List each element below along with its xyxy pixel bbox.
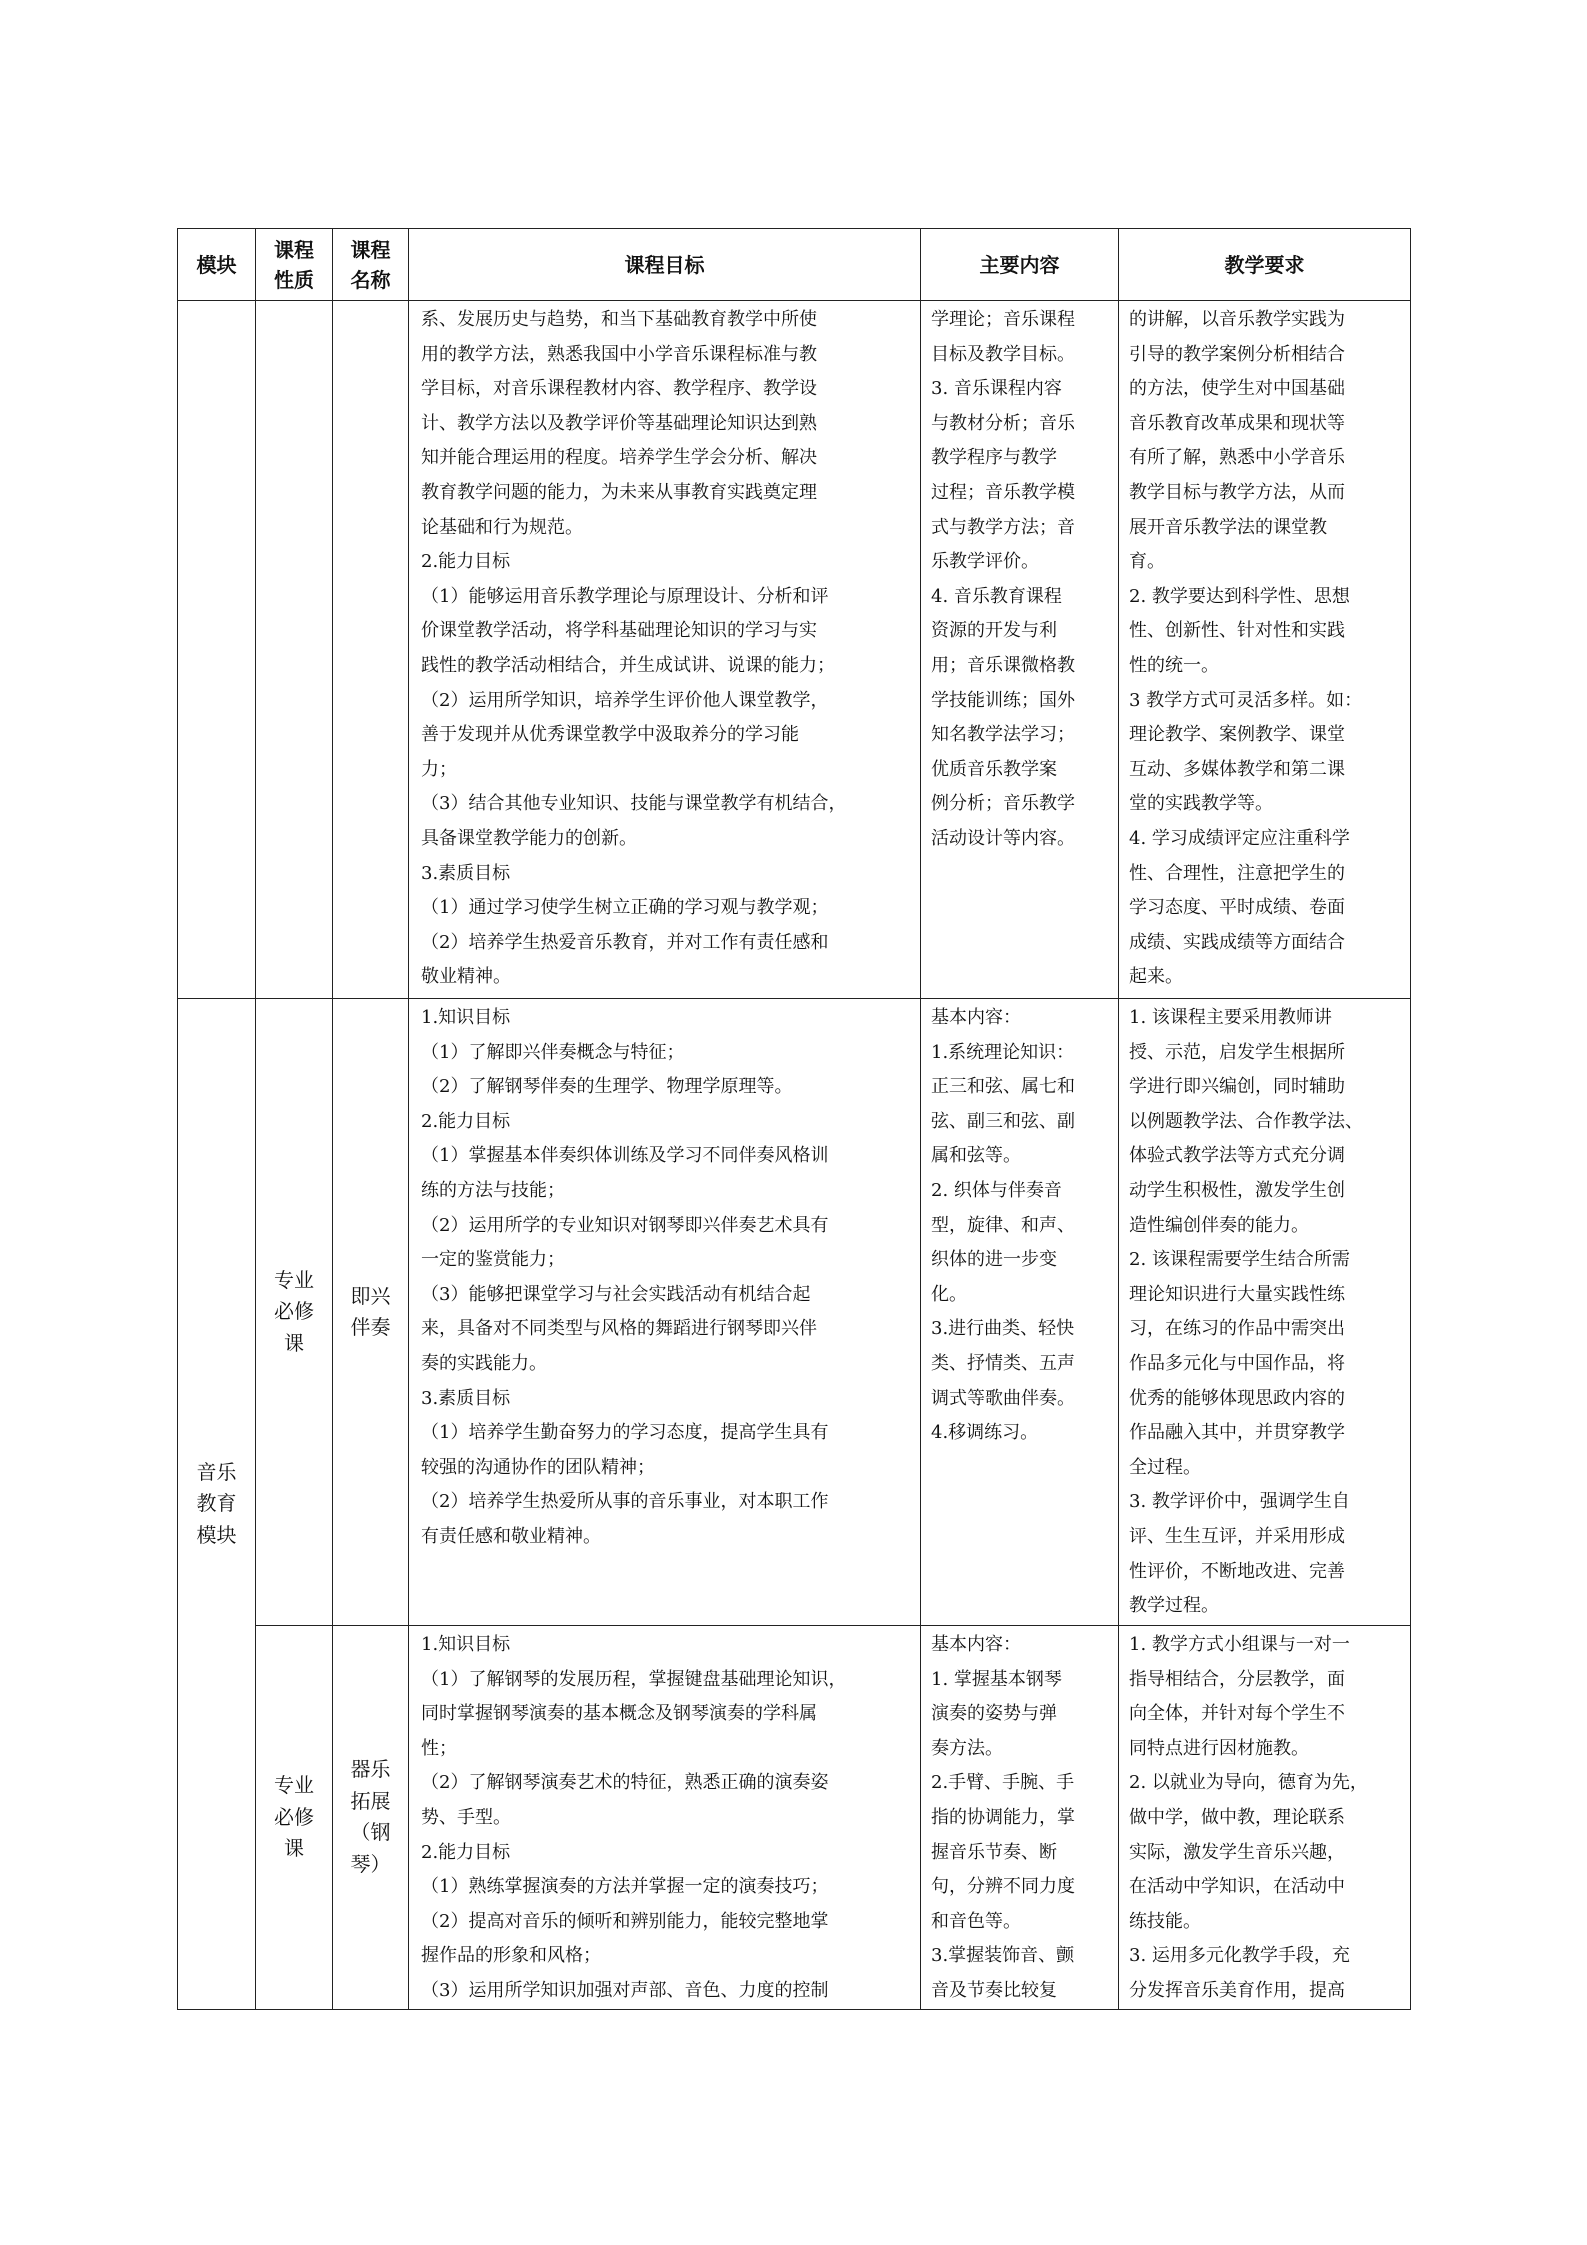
text-line: 知并能合理运用的程度。培养学生学会分析、解决 xyxy=(421,447,817,469)
text-line: 来，具备对不同类型与风格的舞蹈进行钢琴即兴伴 xyxy=(421,1318,817,1340)
requirement-cell xyxy=(1119,999,1411,1626)
text-line: 动学生积极性，激发学生创 xyxy=(1129,1179,1345,1201)
text-line: 2.能力目标 xyxy=(421,1110,511,1132)
course-name-cell xyxy=(333,301,409,999)
text-line: 学习态度、平时成绩、卷面 xyxy=(1129,897,1345,919)
text-line: 化。 xyxy=(931,1283,967,1305)
content-cell xyxy=(921,301,1119,999)
text-line: 演奏的姿势与弹 xyxy=(931,1703,1057,1725)
module-cell xyxy=(178,301,256,999)
text-line: （3）结合其他专业知识、技能与课堂教学有机结合， xyxy=(421,793,847,815)
text-line: （1）培养学生勤奋努力的学习态度，提高学生具有 xyxy=(421,1422,829,1444)
text-line: 指的协调能力，掌 xyxy=(931,1806,1075,1828)
text-line: 造性编创伴奏的能力。 xyxy=(1129,1214,1309,1236)
header-course-objective: 课程目标 xyxy=(409,229,921,301)
text-line: 同特点进行因材施教。 xyxy=(1129,1737,1309,1759)
text-line: 指导相结合，分层教学，面 xyxy=(1129,1668,1345,1690)
text-line: 计、教学方法以及教学评价等基础理论知识达到熟 xyxy=(421,412,817,434)
text-line: 作品融入其中，并贯穿教学 xyxy=(1129,1422,1345,1444)
text-line: （2）运用所学知识，培养学生评价他人课堂教学， xyxy=(421,689,829,711)
text-line: 理论教学、案例教学、课堂 xyxy=(1129,724,1345,746)
text-line: 的讲解，以音乐教学实践为 xyxy=(1129,309,1345,330)
text-line: 一定的鉴赏能力； xyxy=(421,1249,565,1271)
text-line: 2.手臂、手腕、手 xyxy=(931,1772,1075,1794)
course-name-cell: 即兴 伴奏 xyxy=(333,999,409,1626)
text-line: 教学过程。 xyxy=(1129,1595,1219,1617)
requirement-cell xyxy=(1119,1626,1411,2010)
text-line: 活动设计等内容。 xyxy=(931,827,1075,849)
table-row xyxy=(178,999,1411,1626)
text-line: 学目标，对音乐课程教材内容、教学程序、教学设 xyxy=(421,378,817,400)
text-line: 授、示范，启发学生根据所 xyxy=(1129,1041,1345,1063)
text-line: 练技能。 xyxy=(1129,1910,1201,1932)
text-line: 堂的实践教学等。 xyxy=(1129,793,1273,815)
text-line: 2.能力目标 xyxy=(421,1841,511,1863)
text-line: 2. 该课程需要学生结合所需 xyxy=(1129,1249,1350,1271)
text-line: 用；音乐课微格教 xyxy=(931,654,1075,676)
text-line: 1. 掌握基本钢琴 xyxy=(931,1668,1062,1690)
objective-cell xyxy=(409,1626,921,2010)
text-line: 弦、副三和弦、副 xyxy=(931,1110,1075,1132)
header-module: 模块 xyxy=(178,229,256,301)
text-line: 教学目标与教学方法，从而 xyxy=(1129,481,1345,503)
text-line: 织体的进一步变 xyxy=(931,1249,1057,1271)
text-line: 奏方法。 xyxy=(931,1737,1003,1759)
text-line: 优秀的能够体现思政内容的 xyxy=(1129,1387,1345,1409)
requirement-cell xyxy=(1119,301,1411,999)
text-line: 握作品的形象和风格； xyxy=(421,1945,601,1967)
text-line: 实际，激发学生音乐兴趣， xyxy=(1129,1841,1345,1863)
module-cell: 音乐 教育 模块 xyxy=(178,999,256,2010)
text-line: 教育教学问题的能力，为未来从事教育实践奠定理 xyxy=(421,481,817,503)
text-line: 性的统一。 xyxy=(1129,654,1219,676)
text-line: 优质音乐教学案 xyxy=(931,758,1057,780)
text-line: 1. 该课程主要采用教师讲 xyxy=(1129,1007,1332,1028)
course-nature-cell: 专业 必修 课 xyxy=(256,999,333,1626)
text-line: 4. 学习成绩评定应注重科学 xyxy=(1129,827,1350,849)
text-line: 例分析；音乐教学 xyxy=(931,793,1075,815)
text-line: 正三和弦、属七和 xyxy=(931,1076,1075,1098)
text-line: 句，分辨不同力度 xyxy=(931,1876,1075,1898)
text-line: 性、创新性、针对性和实践 xyxy=(1129,620,1345,642)
text-line: （1）了解钢琴的发展历程，掌握键盘基础理论知识， xyxy=(421,1668,847,1690)
text-line: 做中学，做中教，理论联系 xyxy=(1129,1806,1345,1828)
text-line: 2. 以就业为导向，德育为先， xyxy=(1129,1772,1368,1794)
text-line: 4.移调练习。 xyxy=(931,1422,1039,1444)
text-line: 资源的开发与利 xyxy=(931,620,1057,642)
text-line: 3.进行曲类、轻快 xyxy=(931,1318,1075,1340)
text-line: （2）提高对音乐的倾听和辨别能力，能较完整地掌 xyxy=(421,1910,829,1932)
text-line: 向全体，并针对每个学生不 xyxy=(1129,1703,1345,1725)
text-line: 乐教学评价。 xyxy=(931,551,1039,573)
header-row xyxy=(178,229,1411,301)
text-line: 性评价，不断地改进、完善 xyxy=(1129,1560,1345,1582)
text-line: 1. 教学方式小组课与一对一 xyxy=(1129,1634,1350,1655)
text-line: 成绩、实践成绩等方面结合 xyxy=(1129,931,1345,953)
text-line: 握音乐节奏、断 xyxy=(931,1841,1057,1863)
text-line: 同时掌握钢琴演奏的基本概念及钢琴演奏的学科属 xyxy=(421,1703,817,1725)
text-line: 音及节奏比较复 xyxy=(931,1979,1057,2001)
text-line: 引导的教学案例分析相结合 xyxy=(1129,343,1345,365)
text-line: 敬业精神。 xyxy=(421,966,511,988)
text-line: 式与教学方法；音 xyxy=(931,516,1075,538)
text-line: 类、抒情类、五声 xyxy=(931,1352,1075,1374)
text-line: 具备课堂教学能力的创新。 xyxy=(421,827,637,849)
text-line: 理论知识进行大量实践性练 xyxy=(1129,1283,1345,1305)
text-line: 2. 教学要达到科学性、思想 xyxy=(1129,585,1350,607)
text-line: 以例题教学法、合作教学法、 xyxy=(1129,1110,1363,1132)
text-line: （2）了解钢琴演奏艺术的特征，熟悉正确的演奏姿 xyxy=(421,1772,829,1794)
text-line: （1）能够运用音乐教学理论与原理设计、分析和评 xyxy=(421,585,829,607)
text-line: 体验式教学法等方式充分调 xyxy=(1129,1145,1345,1167)
table-row xyxy=(178,1626,1411,2010)
text-line: 3. 运用多元化教学手段，充 xyxy=(1129,1945,1350,1967)
text-line: 有责任感和敬业精神。 xyxy=(421,1525,601,1547)
text-line: 型，旋律、和声、 xyxy=(931,1214,1075,1236)
text-line: 1.知识目标 xyxy=(421,1007,511,1028)
text-line: （1）通过学习使学生树立正确的学习观与教学观； xyxy=(421,897,829,919)
text-line: 与教材分析；音乐 xyxy=(931,412,1075,434)
text-line: 3.掌握装饰音、颤 xyxy=(931,1945,1075,1967)
text-line: 在活动中学知识，在活动中 xyxy=(1129,1876,1345,1898)
text-line: 全过程。 xyxy=(1129,1456,1201,1478)
text-line: 属和弦等。 xyxy=(931,1145,1021,1167)
text-line: （1）了解即兴伴奏概念与特征； xyxy=(421,1041,685,1063)
course-name-cell: 器乐 拓展 （钢 琴） xyxy=(333,1626,409,2010)
text-line: 性、合理性，注意把学生的 xyxy=(1129,862,1345,884)
text-line: 3. 音乐课程内容 xyxy=(931,378,1062,400)
text-line: 3 教学方式可灵活多样。如： xyxy=(1129,689,1363,711)
text-line: 基本内容： xyxy=(931,1007,1021,1028)
text-line: 3.素质目标 xyxy=(421,862,511,884)
header-teaching-requirement: 教学要求 xyxy=(1119,229,1411,301)
text-line: 基本内容： xyxy=(931,1634,1021,1655)
text-line: 习，在练习的作品中需突出 xyxy=(1129,1318,1345,1340)
text-line: （2）培养学生热爱所从事的音乐事业，对本职工作 xyxy=(421,1491,829,1513)
course-nature-cell: 专业 必修 课 xyxy=(256,1626,333,2010)
text-line: 系、发展历史与趋势，和当下基础教育教学中所使 xyxy=(421,309,817,330)
text-line: 分发挥音乐美育作用，提高 xyxy=(1129,1979,1345,2001)
text-line: 练的方法与技能； xyxy=(421,1179,565,1201)
header-course-nature: 课程 性质 xyxy=(256,229,333,301)
course-nature-cell xyxy=(256,301,333,999)
text-line: 用的教学方法，熟悉我国中小学音乐课程标准与教 xyxy=(421,343,817,365)
text-line: 3. 教学评价中，强调学生自 xyxy=(1129,1491,1350,1513)
text-line: 践性的教学活动相结合，并生成试讲、说课的能力； xyxy=(421,654,835,676)
text-line: 力； xyxy=(421,758,457,780)
text-line: 育。 xyxy=(1129,551,1165,573)
text-line: 2. 织体与伴奏音 xyxy=(931,1179,1062,1201)
text-line: 互动、多媒体教学和第二课 xyxy=(1129,758,1345,780)
text-line: 知名教学法学习； xyxy=(931,724,1075,746)
table-row xyxy=(178,301,1411,999)
text-line: 1.知识目标 xyxy=(421,1634,511,1655)
text-line: 目标及教学目标。 xyxy=(931,343,1075,365)
content-cell xyxy=(921,999,1119,1626)
objective-cell xyxy=(409,301,921,999)
text-line: 学技能训练；国外 xyxy=(931,689,1075,711)
text-line: 3.素质目标 xyxy=(421,1387,511,1409)
text-line: （3）能够把课堂学习与社会实践活动有机结合起 xyxy=(421,1283,811,1305)
text-line: 善于发现并从优秀课堂教学中汲取养分的学习能 xyxy=(421,724,799,746)
text-line: 势、手型。 xyxy=(421,1806,511,1828)
text-line: （2）运用所学的专业知识对钢琴即兴伴奏艺术具有 xyxy=(421,1214,829,1236)
text-line: （2）了解钢琴伴奏的生理学、物理学原理等。 xyxy=(421,1076,793,1098)
text-line: （2）培养学生热爱音乐教育，并对工作有责任感和 xyxy=(421,931,829,953)
text-line: 论基础和行为规范。 xyxy=(421,516,583,538)
text-line: 教学程序与教学 xyxy=(931,447,1057,469)
header-main-content: 主要内容 xyxy=(921,229,1119,301)
text-line: 展开音乐教学法的课堂教 xyxy=(1129,516,1327,538)
text-line: （1）熟练掌握演奏的方法并掌握一定的演奏技巧； xyxy=(421,1876,829,1898)
text-line: 奏的实践能力。 xyxy=(421,1352,547,1374)
text-line: 价课堂教学活动，将学科基础理论知识的学习与实 xyxy=(421,620,817,642)
text-line: 有所了解，熟悉中小学音乐 xyxy=(1129,447,1345,469)
text-line: 过程；音乐教学模 xyxy=(931,481,1075,503)
objective-cell xyxy=(409,999,921,1626)
text-line: （1）掌握基本伴奏织体训练及学习不同伴奏风格训 xyxy=(421,1145,829,1167)
text-line: （3）运用所学知识加强对声部、音色、力度的控制 xyxy=(421,1979,829,2001)
curriculum-table xyxy=(177,228,1411,2010)
text-line: 4. 音乐教育课程 xyxy=(931,585,1062,607)
text-line: 作品多元化与中国作品，将 xyxy=(1129,1352,1345,1374)
text-line: 较强的沟通协作的团队精神； xyxy=(421,1456,655,1478)
text-line: 和音色等。 xyxy=(931,1910,1021,1932)
text-line: 评、生生互评，并采用形成 xyxy=(1129,1525,1345,1547)
text-line: 性； xyxy=(421,1737,457,1759)
text-line: 2.能力目标 xyxy=(421,551,511,573)
text-line: 起来。 xyxy=(1129,966,1183,988)
text-line: 学理论；音乐课程 xyxy=(931,309,1075,330)
text-line: 学进行即兴编创，同时辅助 xyxy=(1129,1076,1345,1098)
content-cell xyxy=(921,1626,1119,2010)
text-line: 调式等歌曲伴奏。 xyxy=(931,1387,1075,1409)
text-line: 1.系统理论知识： xyxy=(931,1041,1075,1063)
text-line: 的方法，使学生对中国基础 xyxy=(1129,378,1345,400)
header-course-name: 课程 名称 xyxy=(333,229,409,301)
text-line: 音乐教育改革成果和现状等 xyxy=(1129,412,1345,434)
